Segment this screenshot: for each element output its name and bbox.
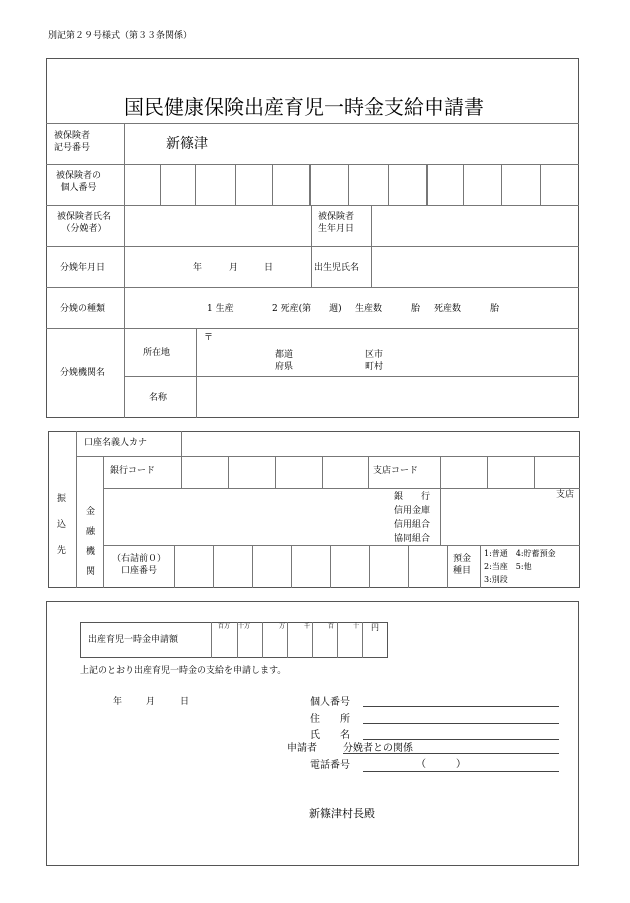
- deposit-type-label: 預金 種目: [453, 554, 472, 576]
- stillbirth-count-label: 死産数: [434, 304, 462, 314]
- row-divider: [46, 123, 579, 124]
- insured-name-label: 被保険者氏名 （分娩者）: [57, 212, 112, 234]
- institution-name-label: 名称: [149, 393, 168, 403]
- postal-mark: 〒: [204, 333, 214, 343]
- phone-number-label: 電話番号: [310, 760, 350, 771]
- delivery-date-year: 年: [193, 263, 203, 273]
- financial-institution-label: 金 融 機 関: [86, 507, 96, 577]
- form-header-note: 別記第２９号様式（第３３条関係）: [48, 31, 193, 41]
- branch-suffix: 支店: [556, 490, 575, 500]
- digit-unit: 十万: [238, 623, 251, 630]
- account-number-label: （右詰前０） 口座番号: [112, 554, 167, 576]
- digit-unit: 千: [304, 623, 311, 630]
- relation-to-mother-label: 分娩者との関係: [343, 743, 413, 754]
- delivery-date-month: 月: [229, 263, 239, 273]
- amount-label: 出産育児一時金申請額: [88, 635, 179, 645]
- column-divider: [124, 123, 125, 418]
- branch-code-label: 支店コード: [373, 466, 419, 476]
- deposit-type-options: 1:普通 4:貯蓄預金 2:当座 5:他 3:別段: [484, 549, 556, 584]
- personal-number-label: 被保険者の 個人番号: [56, 171, 102, 193]
- transfer-destination-label: 振 込 先: [57, 494, 67, 556]
- row-divider: [46, 287, 579, 288]
- application-statement: 上記のとおり出産育児一時金の支給を申請します。: [80, 666, 287, 676]
- digit-unit: 十: [353, 623, 360, 630]
- city-label: 区市 町村: [365, 350, 384, 372]
- live-birth-count-label: 生産数: [355, 304, 383, 314]
- birth-date-label: 被保険者 生年月日: [318, 212, 355, 234]
- baby-name-label: 出生児氏名: [314, 263, 360, 273]
- fetus-unit: 胎: [490, 304, 500, 314]
- insured-number-label: 被保険者 記号番号: [54, 131, 91, 153]
- insured-number-value: 新篠津: [166, 136, 208, 152]
- row-divider: [124, 376, 579, 377]
- applicant-label: 申請者: [287, 743, 317, 754]
- application-date-day: 日: [180, 697, 190, 707]
- application-date-month: 月: [146, 697, 156, 707]
- institution-label: 分娩機関名: [60, 368, 106, 378]
- digit-unit: 百: [328, 623, 335, 630]
- bank-type-options: 銀 行 信用金庫 信用組合 協同組合: [394, 492, 431, 544]
- addressee: 新篠津村長殿: [309, 807, 375, 820]
- applicant-address-label: 住 所: [310, 714, 350, 725]
- row-divider: [46, 328, 579, 329]
- delivery-type-live: 1 生産: [207, 304, 234, 314]
- row-divider: [46, 205, 579, 206]
- digit-unit: 百万: [218, 623, 231, 630]
- delivery-type-label: 分娩の種類: [60, 304, 106, 314]
- application-date-year: 年: [113, 697, 123, 707]
- form-title: 国民健康保険出産育児一時金支給申請書: [124, 95, 484, 119]
- account-holder-kana-label: 口座名義人カナ: [84, 438, 148, 448]
- bank-code-label: 銀行コード: [110, 466, 156, 476]
- delivery-date-label: 分娩年月日: [60, 263, 106, 273]
- prefecture-label: 都道 府県: [275, 350, 294, 372]
- row-divider: [46, 246, 579, 247]
- delivery-date-day: 日: [264, 263, 274, 273]
- applicant-personal-number-label: 個人番号: [310, 697, 350, 708]
- delivery-type-stillbirth: 2 死産(第 週): [272, 304, 342, 314]
- digit-unit: 円: [371, 623, 379, 632]
- applicant-name-label: 氏 名: [310, 730, 350, 741]
- row-divider: [46, 164, 579, 165]
- phone-area-code-parens: （ ）: [416, 759, 466, 770]
- institution-address-label: 所在地: [143, 348, 171, 358]
- digit-unit: 万: [279, 623, 286, 630]
- fetus-unit: 胎: [411, 304, 421, 314]
